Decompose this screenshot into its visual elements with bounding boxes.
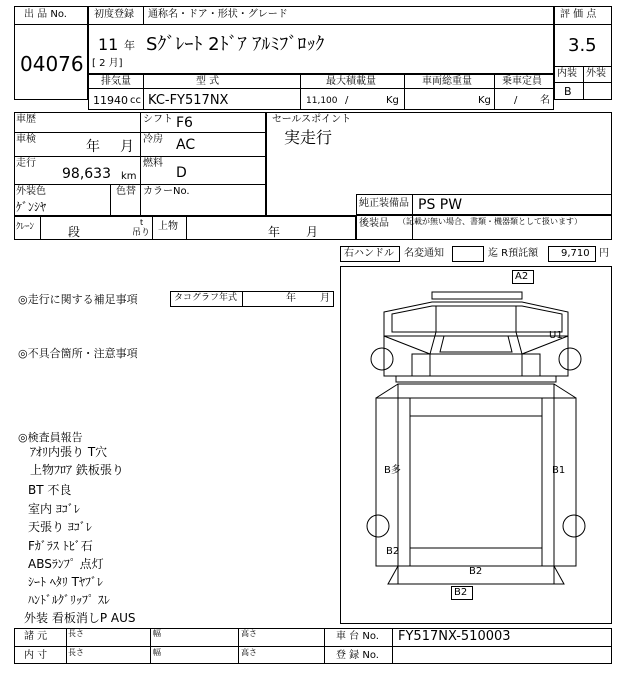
interior-dims-label: 内 寸: [24, 650, 48, 661]
history-label: 車歴: [16, 114, 36, 125]
color-code-label: カラーNo.: [143, 186, 190, 197]
max-load-value: 11,100: [306, 96, 338, 106]
b2-left-label: B2: [386, 546, 400, 557]
sales-point-label: セールスポイント: [272, 114, 352, 125]
inspector-line: ABSﾗﾝﾌﾟ 点灯: [28, 557, 104, 571]
inspector-line: 上物ﾌﾛｱ 鉄板張り: [30, 463, 124, 477]
grade-value: Sｸﾞﾚｰﾄ 2ﾄﾞｱ ｱﾙﾐﾌﾞﾛｯｸ: [146, 34, 325, 55]
model-value: KC-FY517NX: [148, 93, 229, 108]
u1-label: U1: [549, 330, 563, 341]
upper-label: 上物: [158, 221, 178, 232]
name-change-check: [452, 246, 484, 262]
right-hand-label: 右ハンドル: [344, 248, 394, 259]
recall-unit: 円: [599, 248, 609, 259]
dims-label: 諸 元: [24, 631, 48, 642]
b1-label: B1: [552, 465, 566, 476]
width-label-2: 幅: [153, 648, 161, 657]
max-load-sep: /: [345, 95, 349, 106]
crane-ton: t: [140, 218, 144, 227]
inspector-line: 室内 ﾖｺﾞﾚ: [28, 502, 80, 516]
max-load-kg: Kg: [386, 95, 399, 106]
length-label-2: 長さ: [68, 648, 84, 657]
model-label: 型 式: [196, 76, 220, 87]
ext-color-value: ｹﾞﾝｼﾔ: [16, 200, 47, 214]
recall-label: 迄 R預託額: [488, 248, 539, 259]
tacho-month: 月: [320, 293, 330, 304]
displacement-unit: cc: [130, 95, 141, 106]
inspector-line: ｱｵﾘ内張り T穴: [30, 445, 108, 459]
crane-stage: 段: [68, 225, 81, 239]
crane-hook: 吊り: [132, 228, 151, 238]
gross-weight-label: 車両総重量: [422, 76, 472, 87]
tacho-year: 年: [286, 293, 296, 304]
a2-label: A2: [515, 271, 529, 282]
interior-label: 内装: [557, 68, 577, 79]
grade-label: 通称名・ドア・形状・グレード: [148, 9, 288, 20]
equipment-label: 純正装備品: [359, 198, 409, 209]
lot-label: 出 品 No.: [24, 9, 67, 20]
upper-month: 月: [306, 225, 319, 239]
max-load-label: 最大積載量: [326, 76, 376, 87]
inspection-month-unit: 月: [120, 139, 134, 155]
first-reg-label: 初度登録: [94, 9, 134, 20]
equipment-value: PS PW: [418, 197, 463, 213]
width-label: 幅: [153, 629, 161, 638]
ac-value: AC: [176, 137, 196, 153]
b2-box-label: B2: [454, 587, 468, 598]
tachograph-label: タコグラフ年式: [174, 293, 238, 303]
capacity-label: 乗車定員: [502, 76, 542, 87]
chassis-label: 車 台 No.: [336, 631, 379, 642]
driving-notes-label: ◎走行に関する補足事項: [18, 293, 138, 306]
defects-label: ◎不具合箇所・注意事項: [18, 347, 138, 360]
upper-year: 年: [268, 225, 281, 239]
recall-value: 9,710: [561, 248, 590, 259]
b-many-label: B多: [384, 465, 401, 476]
inspector-line: Fｶﾞﾗｽ ﾄﾋﾞ石: [28, 539, 93, 553]
interior-value: B: [564, 85, 572, 98]
ac-label: 冷房: [143, 134, 163, 145]
inspector-line: ｼｰﾄ ﾍﾀﾘ Tﾔﾌﾞﾚ: [28, 575, 103, 589]
inspection-label: 車検: [16, 134, 36, 145]
fuel-label: 燃料: [143, 158, 163, 169]
sales-point-value: 実走行: [284, 128, 333, 147]
inspector-line: BT 不良: [28, 483, 72, 497]
fuel-value: D: [176, 165, 187, 181]
shift-label: シフト: [143, 114, 173, 125]
height-label-2: 高さ: [241, 648, 257, 657]
lot-number: 04076: [20, 52, 84, 76]
inspection-year-unit: 年: [86, 139, 100, 155]
inspector-label: ◎検査員報告: [18, 431, 83, 444]
color-change-label: 色替: [116, 186, 136, 197]
mileage-value: 98,633: [62, 166, 111, 182]
exterior-label: 外装: [586, 68, 606, 79]
mileage-label: 走行: [16, 158, 36, 169]
mileage-unit: km: [121, 171, 137, 182]
gross-weight-kg: Kg: [478, 95, 491, 106]
inspector-line: 外装 看板消しP AUS: [24, 611, 136, 625]
displacement-label: 排気量: [101, 76, 131, 87]
crane-label: ｸﾚｰﾝ: [16, 222, 35, 232]
name-change-label: 名変通知: [404, 248, 444, 259]
registration-label: 登 録 No.: [336, 650, 379, 661]
length-label: 長さ: [68, 629, 84, 638]
capacity-unit: 名: [540, 95, 550, 106]
first-reg-month: [ 2 月]: [92, 58, 123, 69]
ext-color-label: 外装色: [16, 186, 46, 197]
capacity-sep: /: [514, 95, 518, 106]
first-reg-year: 11: [98, 35, 119, 54]
score-label: 評 価 点: [560, 9, 597, 20]
displacement-value: 11940: [93, 94, 128, 107]
aftermarket-note: （記載が無い場合、書類・機器類として扱います）: [398, 217, 582, 226]
height-label: 高さ: [241, 629, 257, 638]
first-reg-year-unit: 年: [124, 39, 135, 52]
b2-rear-label: B2: [469, 566, 483, 577]
inspector-line: ﾊﾝﾄﾞﾙｸﾞﾘｯﾌﾟ ｽﾚ: [28, 593, 110, 607]
chassis-value: FY517NX-510003: [398, 629, 511, 644]
shift-value: F6: [176, 115, 193, 131]
inspector-line: 天張り ﾖｺﾞﾚ: [28, 520, 92, 534]
crane-box: [14, 216, 356, 240]
aftermarket-label: 後装品: [359, 218, 389, 229]
score-value: 3.5: [568, 35, 597, 56]
